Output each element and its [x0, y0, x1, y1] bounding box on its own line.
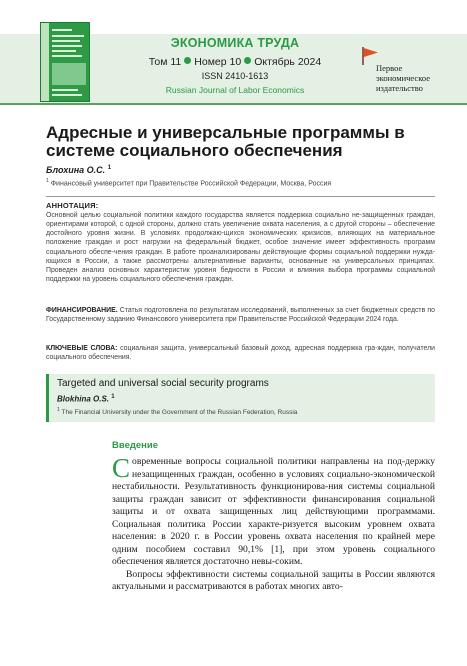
funding-label: ФИНАНСИРОВАНИЕ. — [46, 307, 118, 314]
keywords — [46, 344, 435, 362]
keywords-text: социальная защита, универсальный базовый доход, адресная поддержка гра-ждан, получатели социального обеспечения. — [46, 345, 435, 362]
drop-cap: С — [112, 453, 131, 483]
funding-text: Статья подготовлена по результатам исследований, выполненных за счет бюджетных средств по Государственному заданию Финансового университета при Правительстве Российской Федерации 2024 года. — [46, 307, 435, 324]
issue-date: Октябрь 2024 — [254, 56, 322, 68]
journal-title: ЭКОНОМИКА ТРУДА — [170, 36, 300, 50]
section-heading: Введение — [112, 440, 159, 451]
section-divider — [46, 196, 435, 197]
header-rule — [0, 103, 467, 105]
issn: ISSN 2410-1613 — [201, 71, 269, 81]
volume: Том 11 — [148, 56, 182, 68]
body-text — [112, 453, 435, 594]
journal-english-name: Russian Journal of Labor Economics — [165, 85, 305, 95]
abstract-text: Основной целью социальной политики каждого государства является поддержка социально не-защищенных граждан, ориентирами которой, с одной стороны, должно стать увеличение охвата населения, а с другой стороны – обеспечение достойного уровня жизни. В условиях продолжаю-щихся экономических кризисов, влияющих на материальное положение граждан и рост нагрузки на федеральный бюджет, особое значение имеет эффективность программ социального обеспе-чения граждан. В работе проанализированы действующие формы социальной поддержки нужда-ющихся в России, а также рассмотрены альтернативные варианты, основанные на универсальных принципах. Проведен анализ основных характеристик уровня бедности в России и влияния выбора программы социальной поддержки на уровень социального обеспечения граждан. — [46, 212, 435, 284]
author: Блохина О.С. $^1$ — [46, 165, 112, 175]
english-summary-box — [46, 374, 435, 422]
abstract-label: АННОТАЦИЯ: — [46, 201, 99, 210]
english-title: Targeted and universal social security programs — [57, 378, 269, 389]
issue-number: Номер 10 — [194, 56, 242, 68]
issue-info — [120, 56, 350, 68]
article-title: Адресные и универсальные программы в системе социального обеспечения — [46, 123, 405, 160]
english-author: Blokhina O.S. $^1$ — [57, 394, 115, 404]
affiliation: $^1$ Финансовый университет при Правительстве Российской Федерации, Москва, Россия — [46, 178, 332, 188]
publisher-name: Первое экономическое издательство — [376, 63, 431, 93]
funding — [46, 306, 435, 324]
keywords-label: КЛЮЧЕВЫЕ СЛОВА: — [46, 345, 118, 352]
journal-cover-image — [40, 22, 90, 102]
paragraph: Современные вопросы социальной политики направлены на под-держку незащищенных граждан, особенно в условиях социально-экономической нестабильности. Результативность функционирова-ния системы социальной защиты граждан зависит от эффективности финансирования социальной защиты и от охвата защищенных лиц действующими программами. Социальная политика России характе-ризуется высоким уровнем охвата населения: в 2020 г. в России уровень охвата населения по крайней мере одним пособием составил 90,1% [1], при этом уровень социального обеспечения является достаточно невы-соким. — [112, 453, 435, 567]
english-affiliation: $^1$ The Financial University under the Government of the Russian Federation, Russia — [57, 407, 298, 417]
journal-header — [0, 0, 467, 104]
bullet-icon — [244, 57, 251, 64]
paragraph: Вопросы эффективности системы социальной защиты в России являются актуальными и рассматриваются в работах многих авто- — [112, 568, 435, 592]
bullet-icon — [184, 57, 191, 64]
